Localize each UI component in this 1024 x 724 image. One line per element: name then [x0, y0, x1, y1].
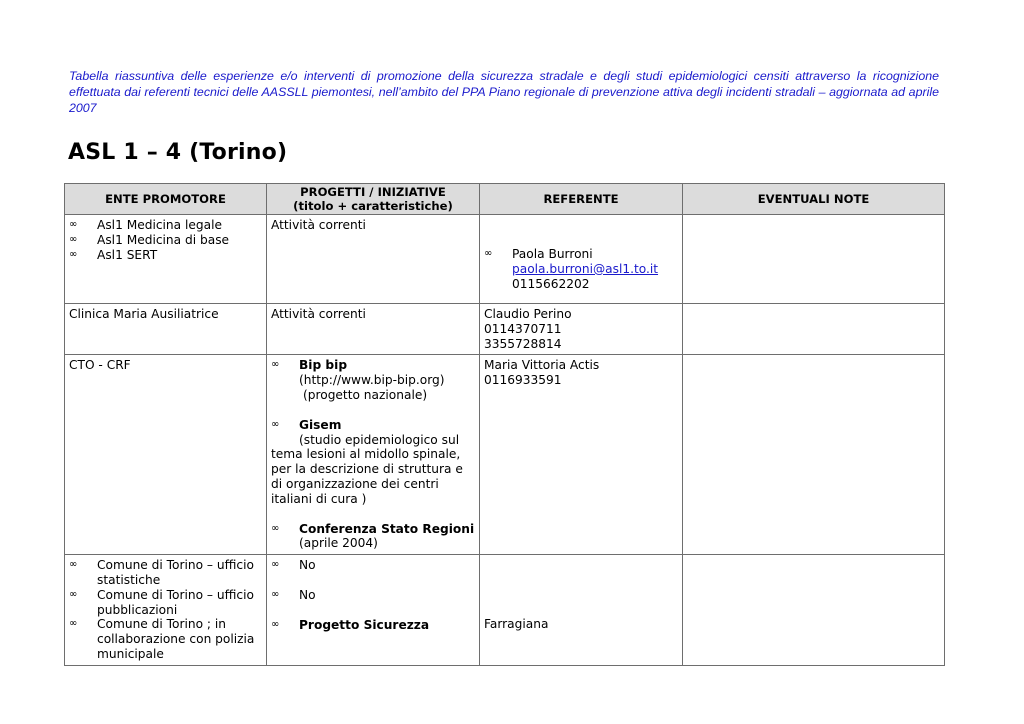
list-item: [271, 418, 475, 433]
cell-referente: [480, 304, 683, 355]
table-row: [65, 355, 945, 555]
page-title: ASL 1 – 4 (Torino): [68, 140, 288, 165]
header-progetti: [267, 184, 480, 215]
table-row: [65, 555, 945, 666]
referente-line: 0114370711: [484, 321, 562, 336]
list-item: ∞ Comune di Torino ; in collaborazione con polizia municipale: [69, 617, 262, 661]
project-conf-date: (aprile 2004): [299, 536, 378, 551]
list-item: ∞ No: [271, 558, 475, 573]
project-bip-url: (http://www.bip-bip.org): [299, 373, 445, 388]
project-sicurezza-title: Progetto Sicurezza: [299, 617, 430, 632]
referente-line: Maria Vittoria Actis: [484, 358, 600, 373]
header-progetti-line1: PROGETTI / INIZIATIVE: [300, 185, 446, 199]
project-gisem-title: Gisem: [299, 417, 342, 432]
cell-progetti: Attività correnti: [267, 215, 480, 304]
cell-note: [683, 215, 945, 304]
referente-name: ∞ Paola Burroni: [484, 247, 678, 262]
project-gisem-desc: tema lesioni al midollo spinale, per la descrizione di struttura e di organizzazione dei centri italiani di cura ): [271, 447, 463, 506]
list-item: ∞ Comune di Torino – ufficio statistiche: [69, 558, 262, 588]
progetti-list: [271, 558, 475, 632]
project-bip-title: Bip bip: [299, 358, 348, 373]
cell-ente: [65, 215, 267, 304]
cell-referente: [480, 215, 683, 304]
list-item: ∞ Asl1 SERT: [69, 248, 262, 263]
referente-line: Farragiana: [484, 617, 549, 632]
referente-line: 3355728814: [484, 336, 562, 351]
list-item: ∞ Asl1 Medicina di base: [69, 233, 262, 248]
project-conf-title: Conferenza Stato Regioni: [299, 521, 475, 536]
project-list-bip: [271, 358, 475, 373]
ente-list: [69, 558, 262, 662]
list-item: ∞ Asl1 Medicina legale: [69, 218, 262, 233]
header-note: EVENTUALI NOTE: [683, 184, 945, 215]
cell-referente: [480, 555, 683, 666]
header-progetti-line2: (titolo + caratteristiche): [293, 199, 453, 213]
list-item: ∞ No: [271, 588, 475, 603]
experiences-table: [64, 183, 945, 666]
ente-list: [69, 218, 262, 262]
cell-progetti: [267, 555, 480, 666]
cell-note: [683, 304, 945, 355]
list-item: [271, 358, 475, 373]
project-gisem-desc-first: (studio epidemiologico sul: [299, 432, 460, 447]
table-row: [65, 304, 945, 355]
project-list-gisem: [271, 418, 475, 433]
intro-text: Tabella riassuntiva delle esperienze e/o interventi di promozione della sicurezza stradale e degli studi epidemiologici censiti attraverso la ricognizione effettuata dai referenti tecnici delle AASSLL piemontesi, nell’ambito del PPA Piano regionale di prevenzione attiva degli incidenti stradali – aggiornata ad aprile 2007: [69, 69, 939, 115]
cell-note: [683, 555, 945, 666]
referente-line: 0116933591: [484, 373, 562, 388]
list-item: ∞ Comune di Torino – ufficio pubblicazioni: [69, 588, 262, 618]
header-ente-promotore: ENTE PROMOTORE: [65, 184, 267, 215]
referente-email-link[interactable]: paola.burroni@asl1.to.it: [512, 261, 659, 276]
cell-note: [683, 355, 945, 555]
cell-progetti: [267, 355, 480, 555]
list-item: [271, 618, 475, 633]
cell-referente: [480, 355, 683, 555]
list-item: [271, 522, 475, 537]
cell-ente: Clinica Maria Ausiliatrice: [65, 304, 267, 355]
referente-list: [484, 247, 678, 262]
project-bip-note: (progetto nazionale): [303, 387, 428, 402]
table-header-row: [65, 184, 945, 215]
referente-line: Claudio Perino: [484, 307, 572, 321]
cell-ente: CTO - CRF: [65, 355, 267, 555]
cell-ente: [65, 555, 267, 666]
table-row: [65, 215, 945, 304]
cell-progetti: Attività correnti: [267, 304, 480, 355]
referente-phone: 0115662202: [512, 276, 590, 291]
project-list-conf: [271, 522, 475, 537]
header-referente: REFERENTE: [480, 184, 683, 215]
